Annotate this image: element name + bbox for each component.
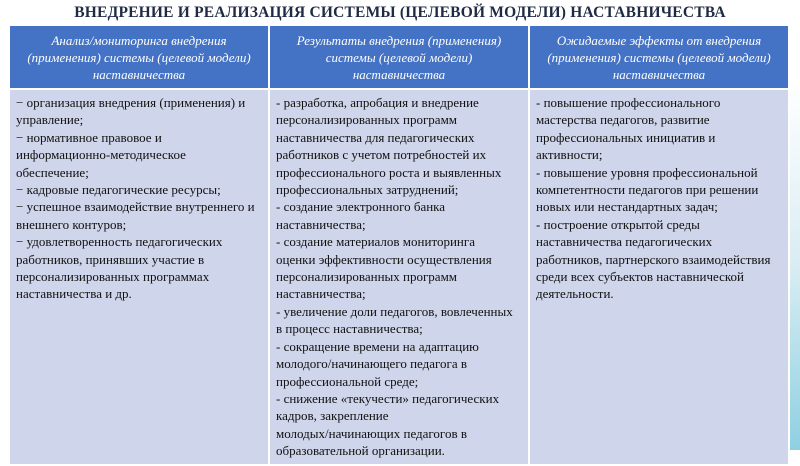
cell-text-line: − организация внедрения (применения) и	[16, 95, 246, 110]
cell-text-line: персонализированных программ	[276, 112, 458, 128]
cell-text-line: наставничества педагогических	[536, 234, 713, 250]
page-title: ВНЕДРЕНИЕ И РЕАЛИЗАЦИЯ СИСТЕМЫ (ЦЕЛЕВОЙ МОДЕЛИ) НАСТАВНИЧЕСТВА	[74, 4, 726, 21]
cell-text-line: - увеличение доли педагогов, вовлеченных	[276, 303, 513, 319]
cell-text-line: - повышение уровня профессиональной	[536, 164, 758, 180]
cell-text-line: персонализированных программ	[276, 269, 458, 285]
cell-text-line: профессиональных инициатив и	[536, 129, 716, 145]
cell-text-line: образовательной организации.	[276, 443, 445, 459]
cell-text-line: − удовлетворенность педагогических	[16, 234, 223, 250]
header-text-line: наставничества	[612, 66, 706, 82]
cell-text-line: внешнего контуров;	[16, 216, 127, 232]
cell-text-line: мастерства педагогов, развитие	[536, 112, 710, 128]
table-header-row	[9, 25, 789, 89]
cell-text-line: профессиональных затруднений;	[276, 182, 459, 198]
mentoring-table	[8, 24, 790, 466]
cell-text-line: профессиональной среде;	[276, 373, 419, 389]
cell-text-line: молодого/начинающего педагога в	[276, 356, 468, 372]
cell-text-line: среди всех субъектов наставнической	[536, 269, 744, 285]
header-effects	[529, 25, 789, 89]
cell-text-line: наставничества;	[276, 216, 366, 232]
header-text-line: (применения) системы (целевой модели)	[547, 49, 771, 65]
cell-text-line: работников, принявших участие в	[16, 251, 205, 267]
cell-text-line: информационно-методическое	[16, 147, 186, 163]
header-text-line: системы (целевой модели)	[325, 49, 473, 65]
cell-text-line: в процесс наставничества;	[276, 321, 423, 337]
cell-text-line: наставничества для педагогических	[276, 129, 475, 145]
header-text-line: наставничества	[92, 66, 186, 82]
cell-text-line: - построение открытой среды	[536, 216, 700, 232]
cell-text-line: наставничества;	[276, 286, 366, 302]
header-text-line: Ожидаемые эффекты от внедрения	[556, 32, 762, 48]
cell-text-line: - снижение «текучести» педагогических	[276, 390, 500, 406]
cell-text-line: работников с учетом потребностей их	[276, 147, 487, 163]
header-text-line: наставничества	[352, 66, 446, 82]
cell-text-line: обеспечение;	[16, 164, 89, 180]
header-text-line: Результаты внедрения (применения)	[296, 32, 502, 48]
cell-text-line: - разработка, апробация и внедрение	[276, 95, 479, 110]
cell-results	[269, 89, 529, 465]
cell-text-line: управление;	[16, 112, 84, 128]
cell-text-line: компетентности педагогов при решении	[536, 182, 759, 198]
cell-text-line: активности;	[536, 147, 603, 163]
cell-text-line: - повышение профессионального	[536, 95, 721, 110]
cell-text-line: - создание материалов мониторинга	[276, 234, 475, 250]
cell-text-line: наставничества и др.	[16, 286, 132, 302]
cell-text-line: кадров, закрепление	[276, 408, 389, 424]
cell-effects	[529, 89, 789, 465]
cell-text-line: персонализированных программах	[16, 269, 210, 285]
cell-text-line: − успешное взаимодействие внутреннего и	[16, 199, 255, 215]
cell-text-line: − нормативное правовое и	[16, 129, 162, 145]
cell-text-line: - создание электронного банка	[276, 199, 446, 215]
cell-text-line: деятельности.	[536, 286, 614, 302]
header-analysis	[9, 25, 269, 89]
header-text-line: Анализ/мониторинга внедрения	[51, 32, 227, 48]
table-row	[9, 89, 789, 465]
cell-analysis	[9, 89, 269, 465]
header-text-line: (применения) системы (целевой модели)	[27, 49, 251, 65]
header-results	[269, 25, 529, 89]
cell-text-line: профессионального роста и выявленных	[276, 164, 502, 180]
cell-text-line: работников, партнерского взаимодействия	[536, 251, 771, 267]
cell-text-line: молодых/начинающих педагогов в	[276, 425, 467, 441]
cell-text-line: − кадровые педагогические ресурсы;	[16, 182, 221, 198]
cell-text-line: - сокращение времени на адаптацию	[276, 338, 479, 354]
cell-text-line: новых или нестандартных задач;	[536, 199, 718, 215]
cell-text-line: оценки эффективности осуществления	[276, 251, 492, 267]
